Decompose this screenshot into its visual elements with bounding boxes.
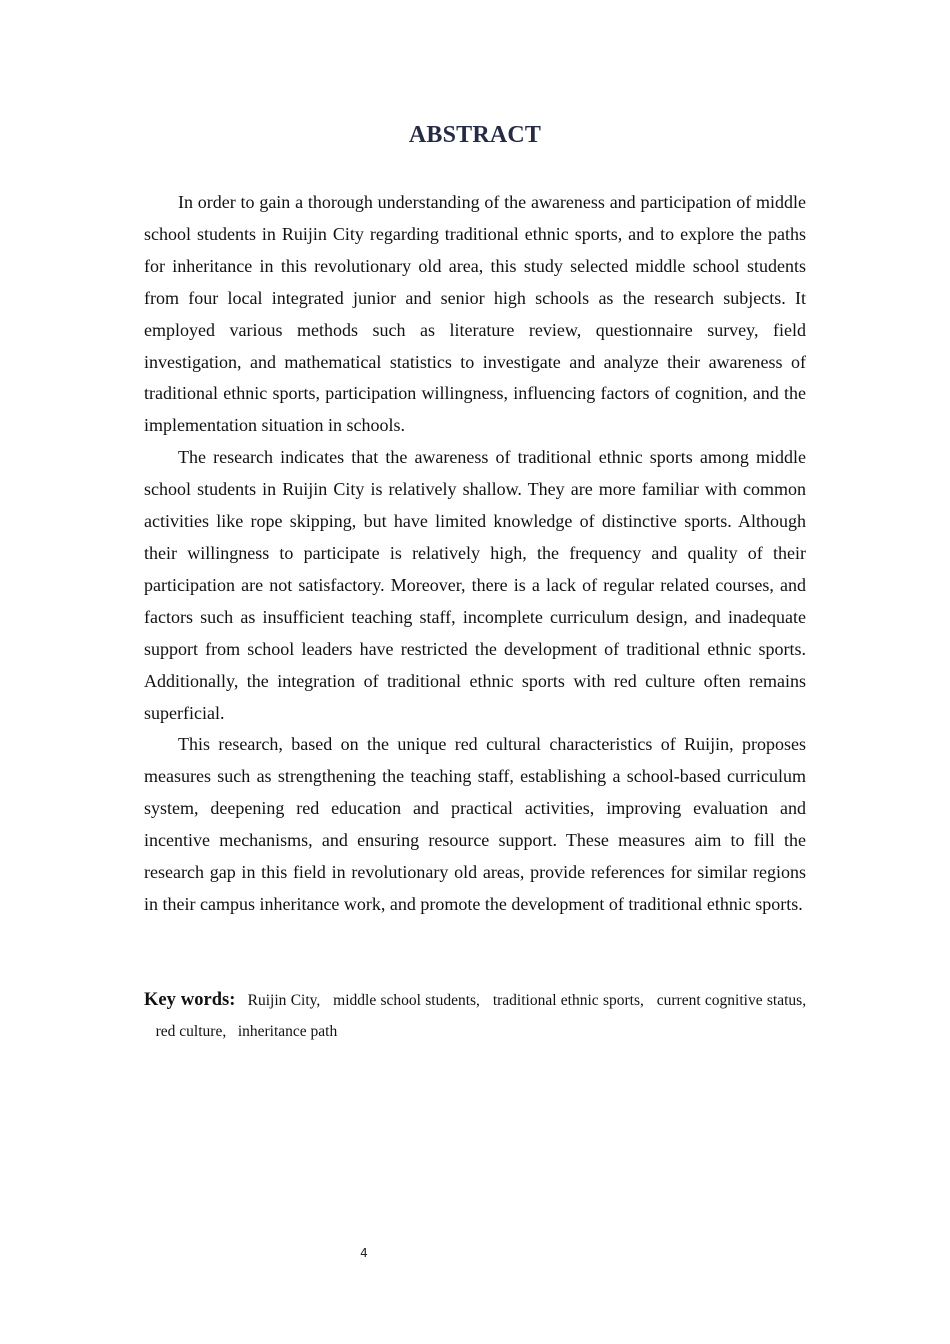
keyword: red culture, (155, 1023, 227, 1040)
page-title: ABSTRACT (408, 122, 542, 148)
keyword: Ruijin City, (247, 992, 321, 1009)
abstract-paragraph: In order to gain a thorough understanding of the awareness and participation of middle school students in Ruijin City regarding traditional ethnic sports, and to explore the paths for inheritance in this revolutionary old area, this study selected middle school students from four local integrated junior and senior high schools as the research subjects. It employed various methods such as literature review, questionnaire survey, field investigation, and mathematical statistics to investigate and analyze their awareness of traditional ethnic sports, participation willingness, influencing factors of cognition, and the implementation situation in schools. (144, 192, 806, 436)
keyword: inheritance path (237, 1023, 338, 1040)
abstract-body (144, 187, 806, 921)
abstract-paragraph: The research indicates that the awareness of traditional ethnic sports among middle school students in Ruijin City is relatively shallow. They are more familiar with common activities like rope skipping, but have limited knowledge of distinctive sports. Although their willingness to participate is relatively high, the frequency and quality of their participation are not satisfactory. Moreover, there is a lack of regular related courses, and factors such as insufficient teaching staff, incomplete curriculum design, and inadequate support from school leaders have restricted the development of traditional ethnic sports. Additionally, the integration of traditional ethnic sports with red culture often remains superficial. (144, 447, 806, 723)
keyword: current cognitive status, (656, 992, 807, 1009)
keywords-label: Key words: (144, 990, 236, 1010)
keyword: middle school students, (333, 992, 480, 1009)
keywords-section (144, 985, 806, 1047)
page-number: 4 (360, 1246, 368, 1260)
abstract-paragraph: This research, based on the unique red cultural characteristics of Ruijin, proposes measures such as strengthening the teaching staff, establishing a school-based curriculum system, deepening red education and practical activities, improving evaluation and incentive mechanisms, and ensuring resource support. These measures aim to fill the research gap in this field in revolutionary old areas, provide references for similar regions in their campus inheritance work, and promote the development of traditional ethnic sports. (144, 734, 806, 914)
keyword: traditional ethnic sports, (492, 992, 644, 1009)
